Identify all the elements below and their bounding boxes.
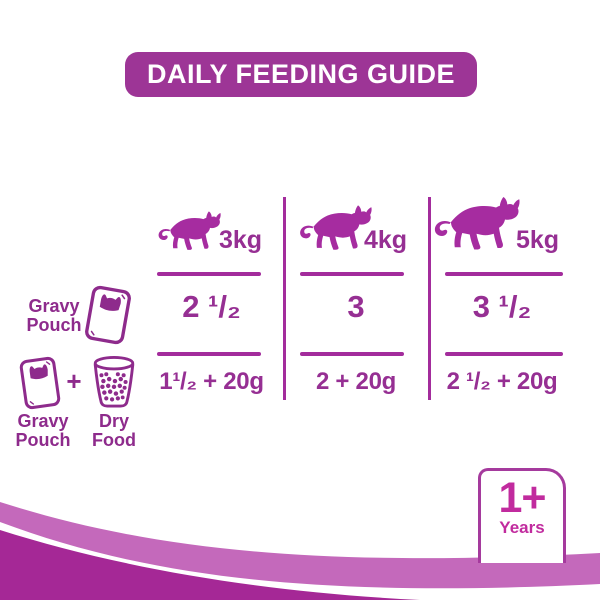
cat-silhouette-icon — [296, 193, 372, 251]
weight-label: 5kg — [516, 226, 560, 254]
cat-silhouette-icon — [155, 201, 221, 251]
row-separator — [157, 272, 261, 276]
pouch-amount-3kg: 2 ¹/₂ — [182, 289, 241, 324]
row-separator — [445, 272, 563, 276]
mixed-amount-5kg: 2 ¹/₂ + 20g — [446, 368, 558, 395]
age-unit: Years — [499, 518, 545, 537]
cat-silhouette-icon — [430, 186, 520, 251]
title-banner — [125, 52, 477, 97]
age-value: 1+ — [498, 474, 546, 522]
row-separator — [157, 352, 261, 356]
gravy-pouch-icon — [82, 282, 134, 348]
gravy-pouch-icon — [18, 355, 63, 412]
row-separator — [300, 272, 404, 276]
page-title: DAILY FEEDING GUIDE — [146, 59, 456, 89]
age-badge — [478, 468, 566, 563]
row-separator — [300, 352, 404, 356]
pouch-amount-4kg: 3 — [347, 289, 365, 324]
plus-sign: + — [66, 366, 82, 396]
pouch-amount-5kg: 3 ¹/₂ — [472, 289, 532, 324]
row-separator — [445, 352, 563, 356]
mixed-amount-4kg: 2 + 20g — [316, 368, 396, 395]
dry-food-cup-icon — [90, 355, 138, 409]
weight-label: 3kg — [219, 226, 263, 254]
weight-label: 4kg — [364, 226, 408, 254]
dry-food-label: Dry Food — [92, 411, 136, 450]
gravy-pouch-label: Gravy Pouch — [15, 411, 71, 450]
gravy-pouch-label: Gravy Pouch — [26, 296, 82, 335]
mixed-amount-3kg: 1¹/₂ + 20g — [159, 368, 264, 395]
